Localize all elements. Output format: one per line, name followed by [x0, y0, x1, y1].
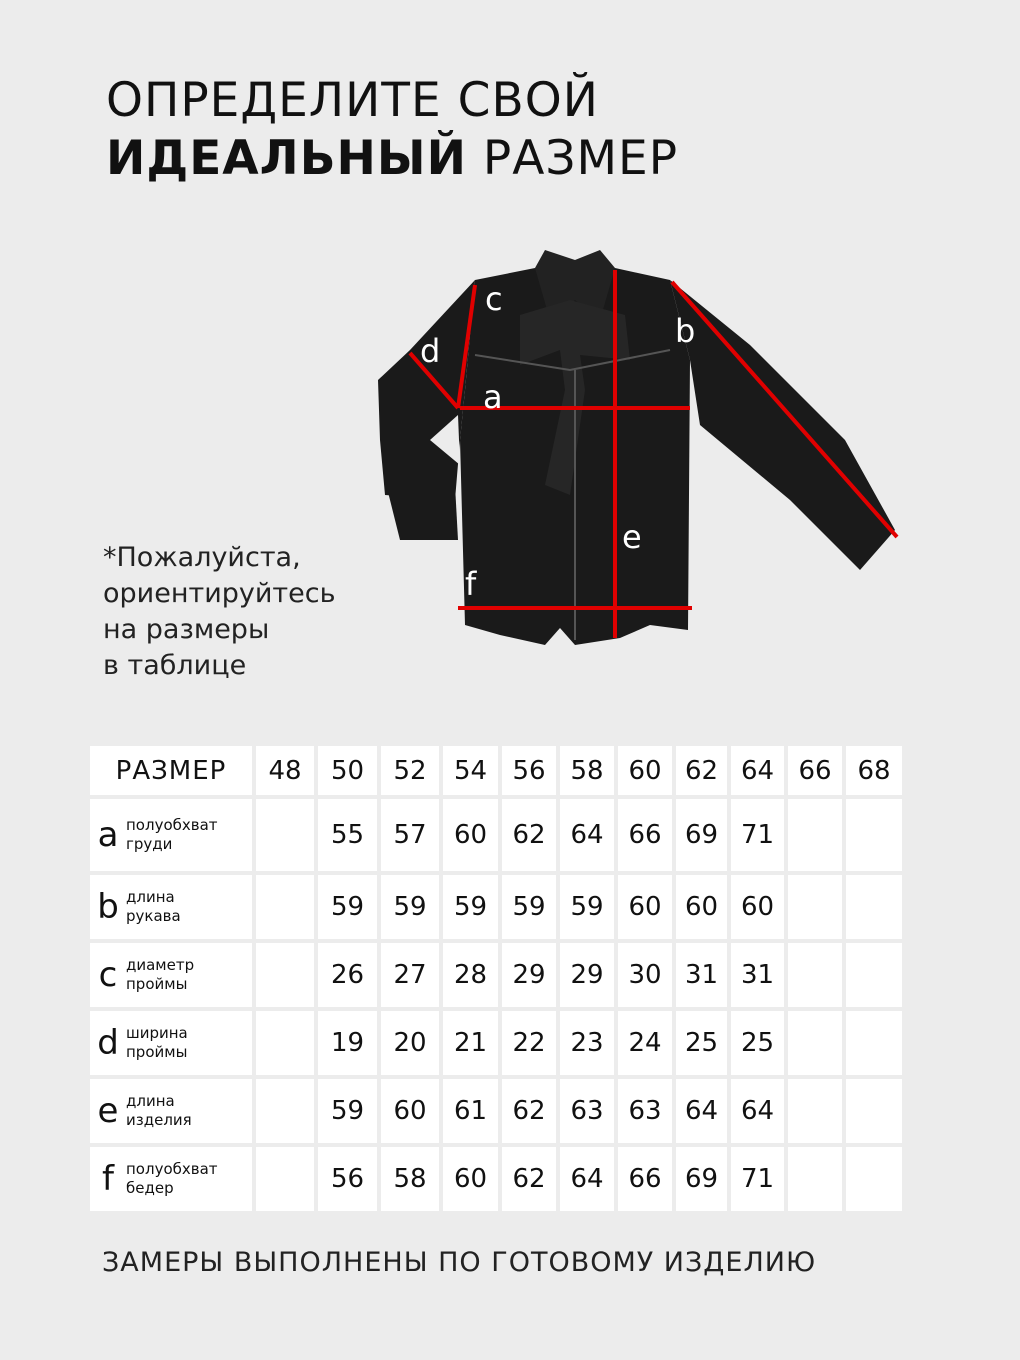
table-cell: 29 [560, 943, 614, 1007]
size-note [103, 540, 336, 684]
row-label [90, 1011, 252, 1075]
shirt-illustration [370, 240, 910, 660]
row-description [126, 1160, 218, 1198]
row-description-line-1: ширина [126, 1024, 188, 1042]
table-row [90, 799, 902, 871]
table-cell [788, 943, 842, 1007]
row-label-cell [90, 799, 252, 871]
label-d: d [420, 332, 441, 370]
table-cell: 71 [731, 799, 784, 871]
row-label-cell [90, 875, 252, 939]
table-cell: 55 [318, 799, 377, 871]
row-label [90, 1147, 252, 1211]
shirt-diagram [370, 240, 910, 660]
table-row [90, 1147, 902, 1211]
row-label-cell [90, 1079, 252, 1143]
table-cell: 69 [676, 1147, 727, 1211]
row-description-line-2: изделия [126, 1111, 192, 1129]
right-sleeve-shape [670, 280, 895, 570]
table-cell: 58 [381, 1147, 439, 1211]
table-cell: 61 [443, 1079, 498, 1143]
row-description-line-2: проймы [126, 975, 188, 993]
row-letter: e [97, 1091, 119, 1131]
table-cell: 22 [502, 1011, 556, 1075]
table-row [90, 1011, 902, 1075]
header-size-60: 60 [618, 746, 672, 795]
label-a: a [483, 378, 503, 416]
table-cell: 20 [381, 1011, 439, 1075]
table-cell: 60 [381, 1079, 439, 1143]
row-description-line-2: груди [126, 835, 173, 853]
header-size-50: 50 [318, 746, 377, 795]
row-description [126, 1092, 192, 1130]
table-cell [256, 1079, 314, 1143]
table-cell: 59 [502, 875, 556, 939]
header-size-68: 68 [846, 746, 902, 795]
table-cell [256, 1147, 314, 1211]
header-size-56: 56 [502, 746, 556, 795]
header-size-64: 64 [731, 746, 784, 795]
title-line-2 [106, 130, 678, 188]
table-cell: 63 [618, 1079, 672, 1143]
table-cell: 64 [560, 799, 614, 871]
table-cell: 23 [560, 1011, 614, 1075]
label-e: e [622, 518, 642, 556]
row-description [126, 888, 181, 926]
table-cell: 19 [318, 1011, 377, 1075]
table-cell: 59 [443, 875, 498, 939]
label-b: b [675, 312, 696, 350]
row-description-line-1: полуобхват [126, 816, 218, 834]
size-table [86, 742, 906, 1215]
header-size-62: 62 [676, 746, 727, 795]
table-cell [846, 943, 902, 1007]
table-cell: 71 [731, 1147, 784, 1211]
row-description [126, 956, 194, 994]
table-cell [788, 1147, 842, 1211]
table-cell: 29 [502, 943, 556, 1007]
row-label [90, 875, 252, 939]
table-cell: 31 [731, 943, 784, 1007]
row-description-line-1: длина [126, 888, 175, 906]
table-cell: 27 [381, 943, 439, 1007]
table-cell: 62 [502, 1147, 556, 1211]
table-cell: 62 [502, 799, 556, 871]
table-cell: 56 [318, 1147, 377, 1211]
table-header-row [90, 746, 902, 795]
label-f: f [465, 565, 477, 603]
table-cell [256, 1011, 314, 1075]
title-line-1: ОПРЕДЕЛИТЕ СВОЙ [106, 73, 599, 128]
table-cell [788, 875, 842, 939]
row-letter: c [98, 955, 118, 995]
table-cell: 60 [443, 1147, 498, 1211]
row-letter: a [97, 815, 119, 855]
table-cell [846, 1147, 902, 1211]
table-cell: 28 [443, 943, 498, 1007]
table-cell: 59 [560, 875, 614, 939]
table-cell: 60 [618, 875, 672, 939]
table-row [90, 875, 902, 939]
row-label-cell [90, 943, 252, 1007]
table-row [90, 1079, 902, 1143]
row-letter: f [102, 1159, 114, 1199]
row-letter: b [97, 887, 119, 927]
table-cell: 59 [318, 1079, 377, 1143]
table-cell: 66 [618, 1147, 672, 1211]
table-cell: 64 [731, 1079, 784, 1143]
table-cell: 26 [318, 943, 377, 1007]
table-cell: 64 [560, 1147, 614, 1211]
table-cell [788, 1079, 842, 1143]
table-cell: 31 [676, 943, 727, 1007]
table-cell: 57 [381, 799, 439, 871]
row-label [90, 1079, 252, 1143]
table-cell [788, 1011, 842, 1075]
table-cell: 25 [731, 1011, 784, 1075]
header-size-58: 58 [560, 746, 614, 795]
header-size-66: 66 [788, 746, 842, 795]
table-cell: 30 [618, 943, 672, 1007]
table-cell [846, 875, 902, 939]
footer-note: ЗАМЕРЫ ВЫПОЛНЕНЫ ПО ГОТОВОМУ ИЗДЕЛИЮ [102, 1247, 817, 1278]
table-cell: 21 [443, 1011, 498, 1075]
table-cell [256, 943, 314, 1007]
table-cell [788, 799, 842, 871]
table-cell: 64 [676, 1079, 727, 1143]
table-cell: 24 [618, 1011, 672, 1075]
row-letter: d [97, 1023, 119, 1063]
table-cell: 62 [502, 1079, 556, 1143]
label-c: c [485, 280, 503, 318]
note-line-3: на размеры [103, 614, 270, 645]
note-line-4: в таблице [103, 650, 247, 681]
table-cell: 60 [676, 875, 727, 939]
row-description-line-1: длина [126, 1092, 175, 1110]
table-row [90, 943, 902, 1007]
left-cuff-shape [385, 480, 458, 540]
table-cell: 25 [676, 1011, 727, 1075]
row-description [126, 1024, 188, 1062]
title-bold-word: ИДЕАЛЬНЫЙ [106, 131, 467, 186]
row-description-line-2: проймы [126, 1043, 188, 1061]
header-size-52: 52 [381, 746, 439, 795]
table-cell [846, 1011, 902, 1075]
header-size-48: 48 [256, 746, 314, 795]
row-label [90, 799, 252, 871]
row-description-line-2: рукава [126, 907, 181, 925]
row-label-cell [90, 1147, 252, 1211]
row-description-line-1: полуобхват [126, 1160, 218, 1178]
table-cell: 59 [318, 875, 377, 939]
table-cell [846, 1079, 902, 1143]
table-cell: 66 [618, 799, 672, 871]
table-cell: 59 [381, 875, 439, 939]
table-cell: 60 [731, 875, 784, 939]
page-title [106, 72, 678, 188]
row-description-line-1: диаметр [126, 956, 195, 974]
table-cell: 63 [560, 1079, 614, 1143]
note-line-2: ориентируйтесь [103, 578, 336, 609]
note-line-1: *Пожалуйста, [103, 542, 301, 573]
table-cell: 60 [443, 799, 498, 871]
header-size-label: РАЗМЕР [90, 746, 252, 795]
row-label [90, 943, 252, 1007]
row-label-cell [90, 1011, 252, 1075]
table-cell: 69 [676, 799, 727, 871]
table-cell [846, 799, 902, 871]
table-cell [256, 799, 314, 871]
title-rest-word: РАЗМЕР [482, 131, 679, 186]
row-description-line-2: бедер [126, 1179, 174, 1197]
row-description [126, 816, 218, 854]
header-size-54: 54 [443, 746, 498, 795]
table-cell [256, 875, 314, 939]
